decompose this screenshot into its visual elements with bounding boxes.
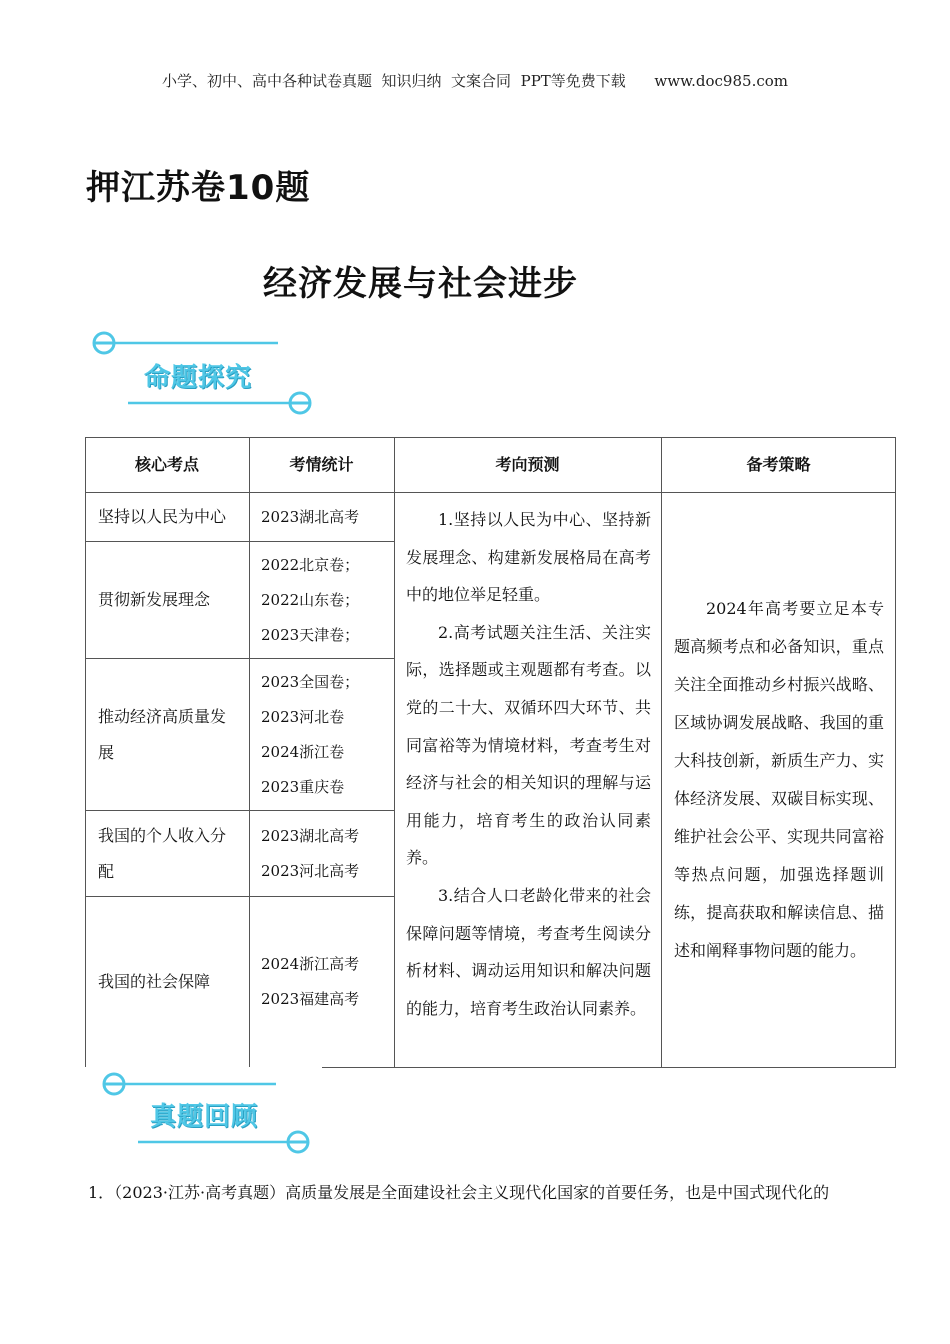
section-badge-proposition (88, 325, 328, 415)
table-row-topic: 我国的社会保障 (98, 972, 211, 991)
question-1-text: 1．（2023·江苏·高考真题）高质量发展是全面建设社会主义现代化国家的首要任务，也是中国式现代化的 (88, 1183, 830, 1202)
section-badge-review (98, 1068, 338, 1158)
prediction-paragraph-3: 3.结合人口老龄化带来的社会保障问题等情境，考查考生阅读分析材料、调动运用知识和解决问题的能力，培育考生政治认同素养。 (406, 885, 651, 1018)
exam-analysis-table (85, 437, 896, 1067)
header-strategy: 备考策略 (746, 455, 811, 474)
page-subtitle: 经济发展与社会进步 (263, 264, 578, 304)
table-row-stats: 2024浙江高考 2023福建高考 (261, 955, 360, 1008)
page-header-text: 小学、初中、高中各种试卷真题 知识归纳 文案合同 PPT等免费下载 www.doc985.com (161, 72, 788, 90)
table-row-topic: 贯彻新发展理念 (98, 590, 211, 609)
header-exam-stats: 考情统计 (289, 455, 354, 474)
header-prediction: 考向预测 (495, 455, 560, 474)
table-row-topic: 推动经济高质量发展 (98, 706, 227, 762)
prediction-cell (395, 493, 661, 1067)
table-row-stats: 2022北京卷； 2022山东卷； 2023天津卷； (261, 555, 360, 644)
header-core-point: 核心考点 (134, 455, 199, 474)
page-title: 押江苏卷10题 (86, 168, 311, 208)
table-row-stats: 2023湖北高考 2023河北高考 (261, 826, 360, 880)
prediction-paragraph-1: 1.坚持以人民为中心、坚持新发展理念、构建新发展格局在高考中的地位举足轻重。 (406, 510, 651, 605)
prediction-paragraph-2: 2.高考试题关注生活、关注实际，选择题或主观题都有考查。以党的二十大、双循环四大环节、共同富裕等为情境材料，考查考生对经济与社会的相关知识的理解与运用能力，培育考生的政治认同素养。 (406, 622, 651, 868)
table-row-topic: 坚持以人民为中心 (98, 507, 227, 526)
section-badge-label: 命题探究 (144, 363, 253, 393)
strategy-paragraph: 2024年高考要立足本专题高频考点和必备知识，重点关注全面推动乡村振兴战略、区域协调发展战略、我国的重大科技创新，新质生产力、实体经济发展、双碳目标实现、维护社会公平、实现共同富裕等热点问题，加强选择题训练，提高获取和解读信息、描述和阐释事物问题的能力。 (674, 599, 884, 960)
table-row-stats: 2023湖北高考 (261, 507, 360, 526)
table-row-topic: 我国的个人收入分配 (98, 825, 227, 881)
strategy-cell (662, 493, 895, 1067)
section-badge-label: 真题回顾 (150, 1102, 259, 1132)
table-row-stats: 2023全国卷； 2023河北卷 2024浙江卷 2023重庆卷 (261, 672, 360, 796)
